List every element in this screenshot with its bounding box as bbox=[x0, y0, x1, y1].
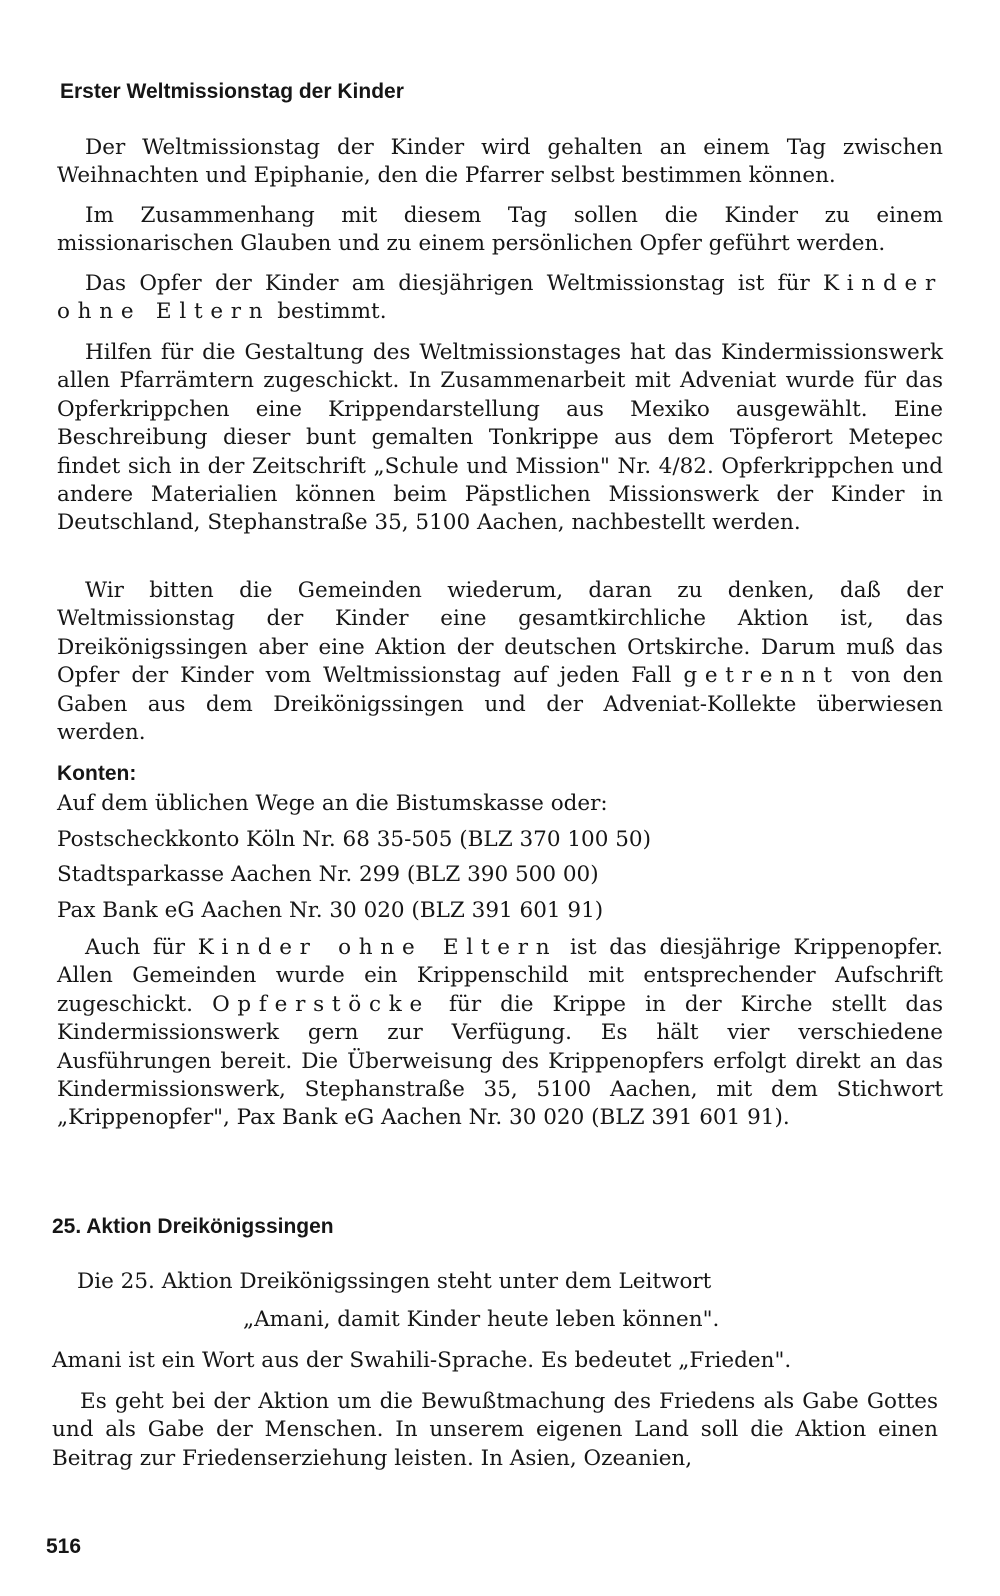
paragraph-offering-recipient bbox=[57, 270, 943, 327]
paragraph-date: Der Weltmissionstag der Kinder wird gehalten an einem Tag zwischen Weihnachten und Epiphanie, den die Pfarrer selbst bestimmen können. bbox=[57, 135, 943, 189]
page-number: 516 bbox=[46, 1535, 82, 1558]
section-title-dreikoenigssingen: 25. Aktion Dreikönigssingen bbox=[52, 1215, 334, 1238]
konten-line-postscheck: Postscheckkonto Köln Nr. 68 35-505 (BLZ 370 100 50) bbox=[57, 827, 651, 852]
motto-quote: „Amani, damit Kinder heute leben können". bbox=[243, 1307, 720, 1332]
emphasis-kinder-ohne-eltern: Kinder ohne Eltern bbox=[57, 271, 943, 325]
konten-line-paxbank: Pax Bank eG Aachen Nr. 30 020 (BLZ 391 601 91) bbox=[57, 898, 604, 923]
emphasis-kinder-ohne-eltern-2: Kinder ohne Eltern bbox=[197, 935, 558, 960]
konten-line-bistumskasse: Auf dem üblichen Wege an die Bistumskasse oder: bbox=[57, 791, 608, 816]
paragraph-krippenopfer bbox=[57, 934, 943, 1133]
paragraph-friedenserziehung: Es geht bei der Aktion um die Bewußtmachung des Friedens als Gabe Gottes und als Gabe der Menschen. In unserem eigenen Land soll die Aktion einen Beitrag zur Friedenserziehung leisten. In Asien, Ozeanien, bbox=[52, 1389, 938, 1471]
konten-heading: Konten: bbox=[57, 762, 137, 785]
transfer-text-start: Wir bitten die Gemeinden wiederum, daran zu denken, daß der Weltmissionstag der Kinder eine gesamtkirchliche Aktion ist, das Dreikönigssingen aber eine Aktion der deutschen Ortskirche. Darum muß das Opfer der Kinder vom Weltmissionstag auf jeden Fall bbox=[57, 578, 943, 689]
offering-text-end: bestimmt. bbox=[270, 299, 387, 325]
transfer-text-end: von den Gaben aus dem Dreikönigssingen und der Adveniat-Kollekte überwiesen werden. bbox=[57, 663, 943, 746]
krippenopfer-text-end: für die Krippe in der Kirche stellt das Kindermissionswerk gern zur Verfügung. Es hält vier verschiedene Ausführungen bereit. Die Überweisung des Krippenopfers erfolgt direkt an das Kindermissionswerk, Stephanstraße 35, 5100 Aachen, mit dem Stichwort „Krippenopfer", Pax Bank eG Aachen Nr. 30 020 (BLZ 391 601 91). bbox=[57, 991, 943, 1131]
emphasis-getrennt: getrennt bbox=[683, 663, 840, 689]
krippenopfer-text-middle: ist das diesjährige Krippenopfer. Allen Gemeinden wurde ein Krippenschild mit entsprechender Aufschrift zugeschickt. bbox=[57, 935, 943, 1017]
paragraph-purpose: Im Zusammenhang mit diesem Tag sollen die Kinder zu einem missionarischen Glauben und zu einem persönlichen Opfer geführt werden. bbox=[57, 203, 943, 257]
offering-text-start: Das Opfer der Kinder am diesjährigen Weltmissionstag ist für bbox=[85, 271, 823, 296]
konten-line-stadtsparkasse: Stadtsparkasse Aachen Nr. 299 (BLZ 390 500 00) bbox=[57, 862, 599, 887]
paragraph-separate-transfer bbox=[57, 577, 943, 747]
krippenopfer-text-start: Auch für bbox=[85, 935, 198, 960]
paragraph-materials: Hilfen für die Gestaltung des Weltmissionstages hat das Kindermissionswerk allen Pfarrämtern zugeschickt. In Zusammenarbeit mit Adveniat wurde für das Opferkrippchen eine Krippendarstellung aus Mexiko ausgewählt. Eine Beschreibung dieser bunt gemalten Tonkrippe aus dem Töpferort Metepec findet sich in der Zeitschrift „Schule und Mission" Nr. 4/82. Opferkrippchen und andere Materialien können beim Päpstlichen Missionswerk der Kinder in Deutschland, Stephanstraße 35, 5100 Aachen, nachbestellt werden. bbox=[57, 340, 943, 536]
paragraph-leitwort-intro: Die 25. Aktion Dreikönigssingen steht unter dem Leitwort bbox=[77, 1269, 712, 1294]
section-title-weltmissionstag: Erster Weltmissionstag der Kinder bbox=[60, 80, 404, 103]
paragraph-amani-meaning: Amani ist ein Wort aus der Swahili-Sprache. Es bedeutet „Frieden". bbox=[52, 1348, 792, 1373]
emphasis-opferstoecke: Opferstöcke bbox=[212, 991, 430, 1017]
